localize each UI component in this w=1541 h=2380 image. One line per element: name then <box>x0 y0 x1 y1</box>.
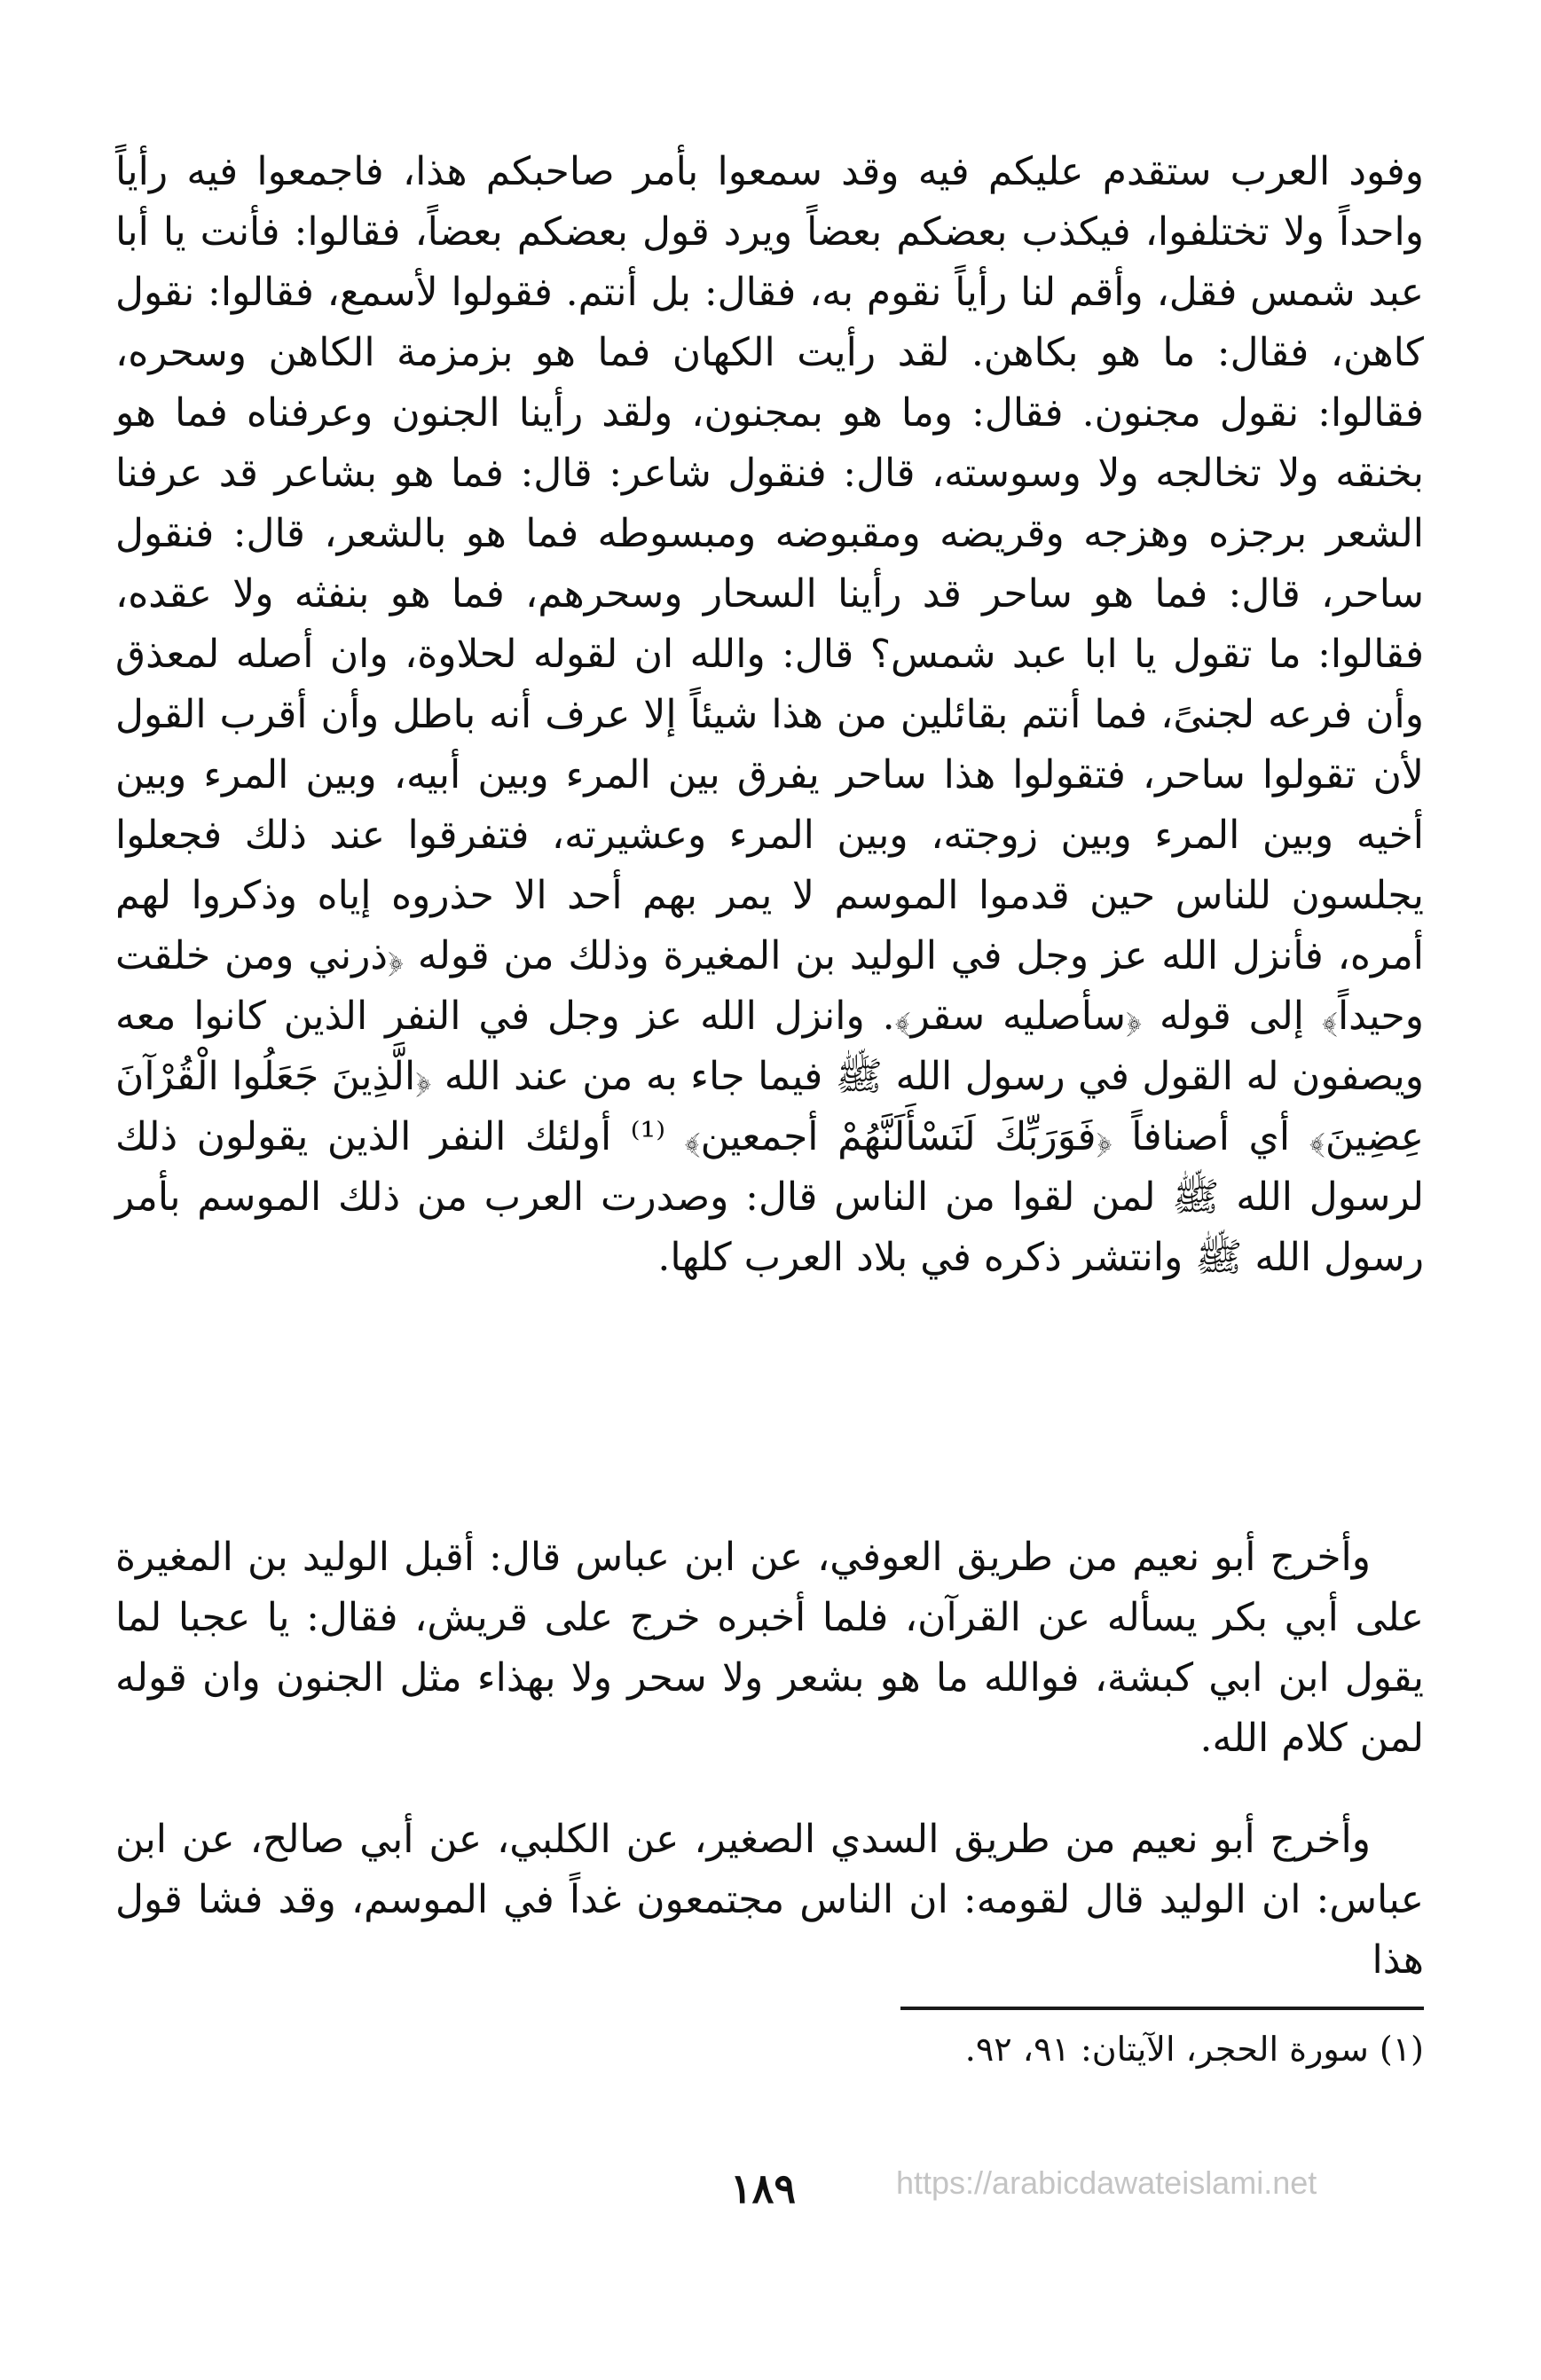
footnote-divider <box>900 2007 1424 2010</box>
page-number: ١٨٩ <box>729 2164 797 2212</box>
second-text-block <box>115 1528 1424 1769</box>
main-text-block <box>115 142 1424 1288</box>
paragraph-1: وفود العرب ستقدم عليكم فيه وقد سمعوا بأمر صاحبكم هذا، فاجمعوا فيه رأياً واحداً ولا تختلفوا، فيكذب بعضكم بعضاً ويرد قول بعضكم بعضاً، فقالوا: فأنت يا أبا عبد شمس فقل، وأقم لنا رأياً نقوم به، فقال: بل أنتم. فقولوا لأسمع، فقالوا: نقول كاهن، فقال: ما هو بكاهن. لقد رأيت الكهان فما هو بزمزمة الكاهن وسحره، فقالوا: نقول مجنون. فقال: وما هو بمجنون، ولقد رأينا الجنون وعرفناه فما هو بخنقه ولا تخالجه ولا وسوسته، قال: فنقول شاعر: قال: فما هو بشاعر قد عرفنا الشعر برجزه وهزجه وقريضه ومقبوضه ومبسوطه فما هو بالشعر، قال: فنقول ساحر، قال: فما هو ساحر قد رأينا السحار وسحرهم، فما هو بنفثه ولا عقده، فقالوا: ما تقول يا ابا عبد شمس؟ قال: والله ان لقوله لحلاوة، وان أصله لمعذق وأن فرعه لجنىً، فما أنتم بقائلين من هذا شيئاً إلا عرف أنه باطل وأن أقرب القول لأن تقولوا ساحر، فتقولوا هذا ساحر يفرق بين المرء وبين أبيه، وبين المرء وبين أخيه وبين المرء وبين زوجته، وبين المرء وعشيرته، فتفرقوا عند ذلك فجعلوا يجلسون للناس حين قدموا الموسم لا يمر بهم أحد الا حذروه إياه وذكروا لهم أمره، فأنزل الله عز وجل في الوليد بن المغيرة وذلك من قوله ﴿ذرني ومن خلقت وحيداً﴾ إلى قوله ﴿سأصليه سقر﴾. وانزل الله عز وجل في النفر الذين كانوا معه ويصفون له القول في رسول الله ﷺ فيما جاء به من عند الله ﴿الَّذِينَ جَعَلُوا الْقُرْآنَ عِضِينَ﴾ أي أصنافاً ﴿فَوَرَبِّكَ لَنَسْأَلَنَّهُمْ أجمعين﴾ ⁽¹⁾ أولئك النفر الذين يقولون ذلك لرسول الله ﷺ لمن لقوا من الناس قال: وصدرت العرب من ذلك الموسم بأمر رسول الله ﷺ وانتشر ذكره في بلاد العرب كلها. <box>115 149 1425 1280</box>
watermark-url: https://arabicdawateislami.net <box>896 2164 1317 2201</box>
paragraph-3: وأخرج أبو نعيم من طريق السدي الصغير، عن الكلبي، عن أبي صالح، عن ابن عباس: ان الوليد قال لقومه: ان الناس مجتمعون غداً في الموسم، وقد فشا قول هذا <box>115 1817 1424 1983</box>
footnote: (١) سورة الحجر، الآيتان: ٩١، ٩٢. <box>964 2030 1424 2069</box>
paragraph-2: وأخرج أبو نعيم من طريق العوفي، عن ابن عباس قال: أقبل الوليد بن المغيرة على أبي بكر يسأله عن القرآن، فلما أخبره خرج على قريش، فقال: يا عجبا لما يقول ابن ابي كبشة، فوالله ما هو بشعر ولا سحر ولا بهذاء مثل الجنون وان قوله لمن كلام الله. <box>115 1535 1424 1761</box>
third-text-block <box>115 1810 1424 1991</box>
